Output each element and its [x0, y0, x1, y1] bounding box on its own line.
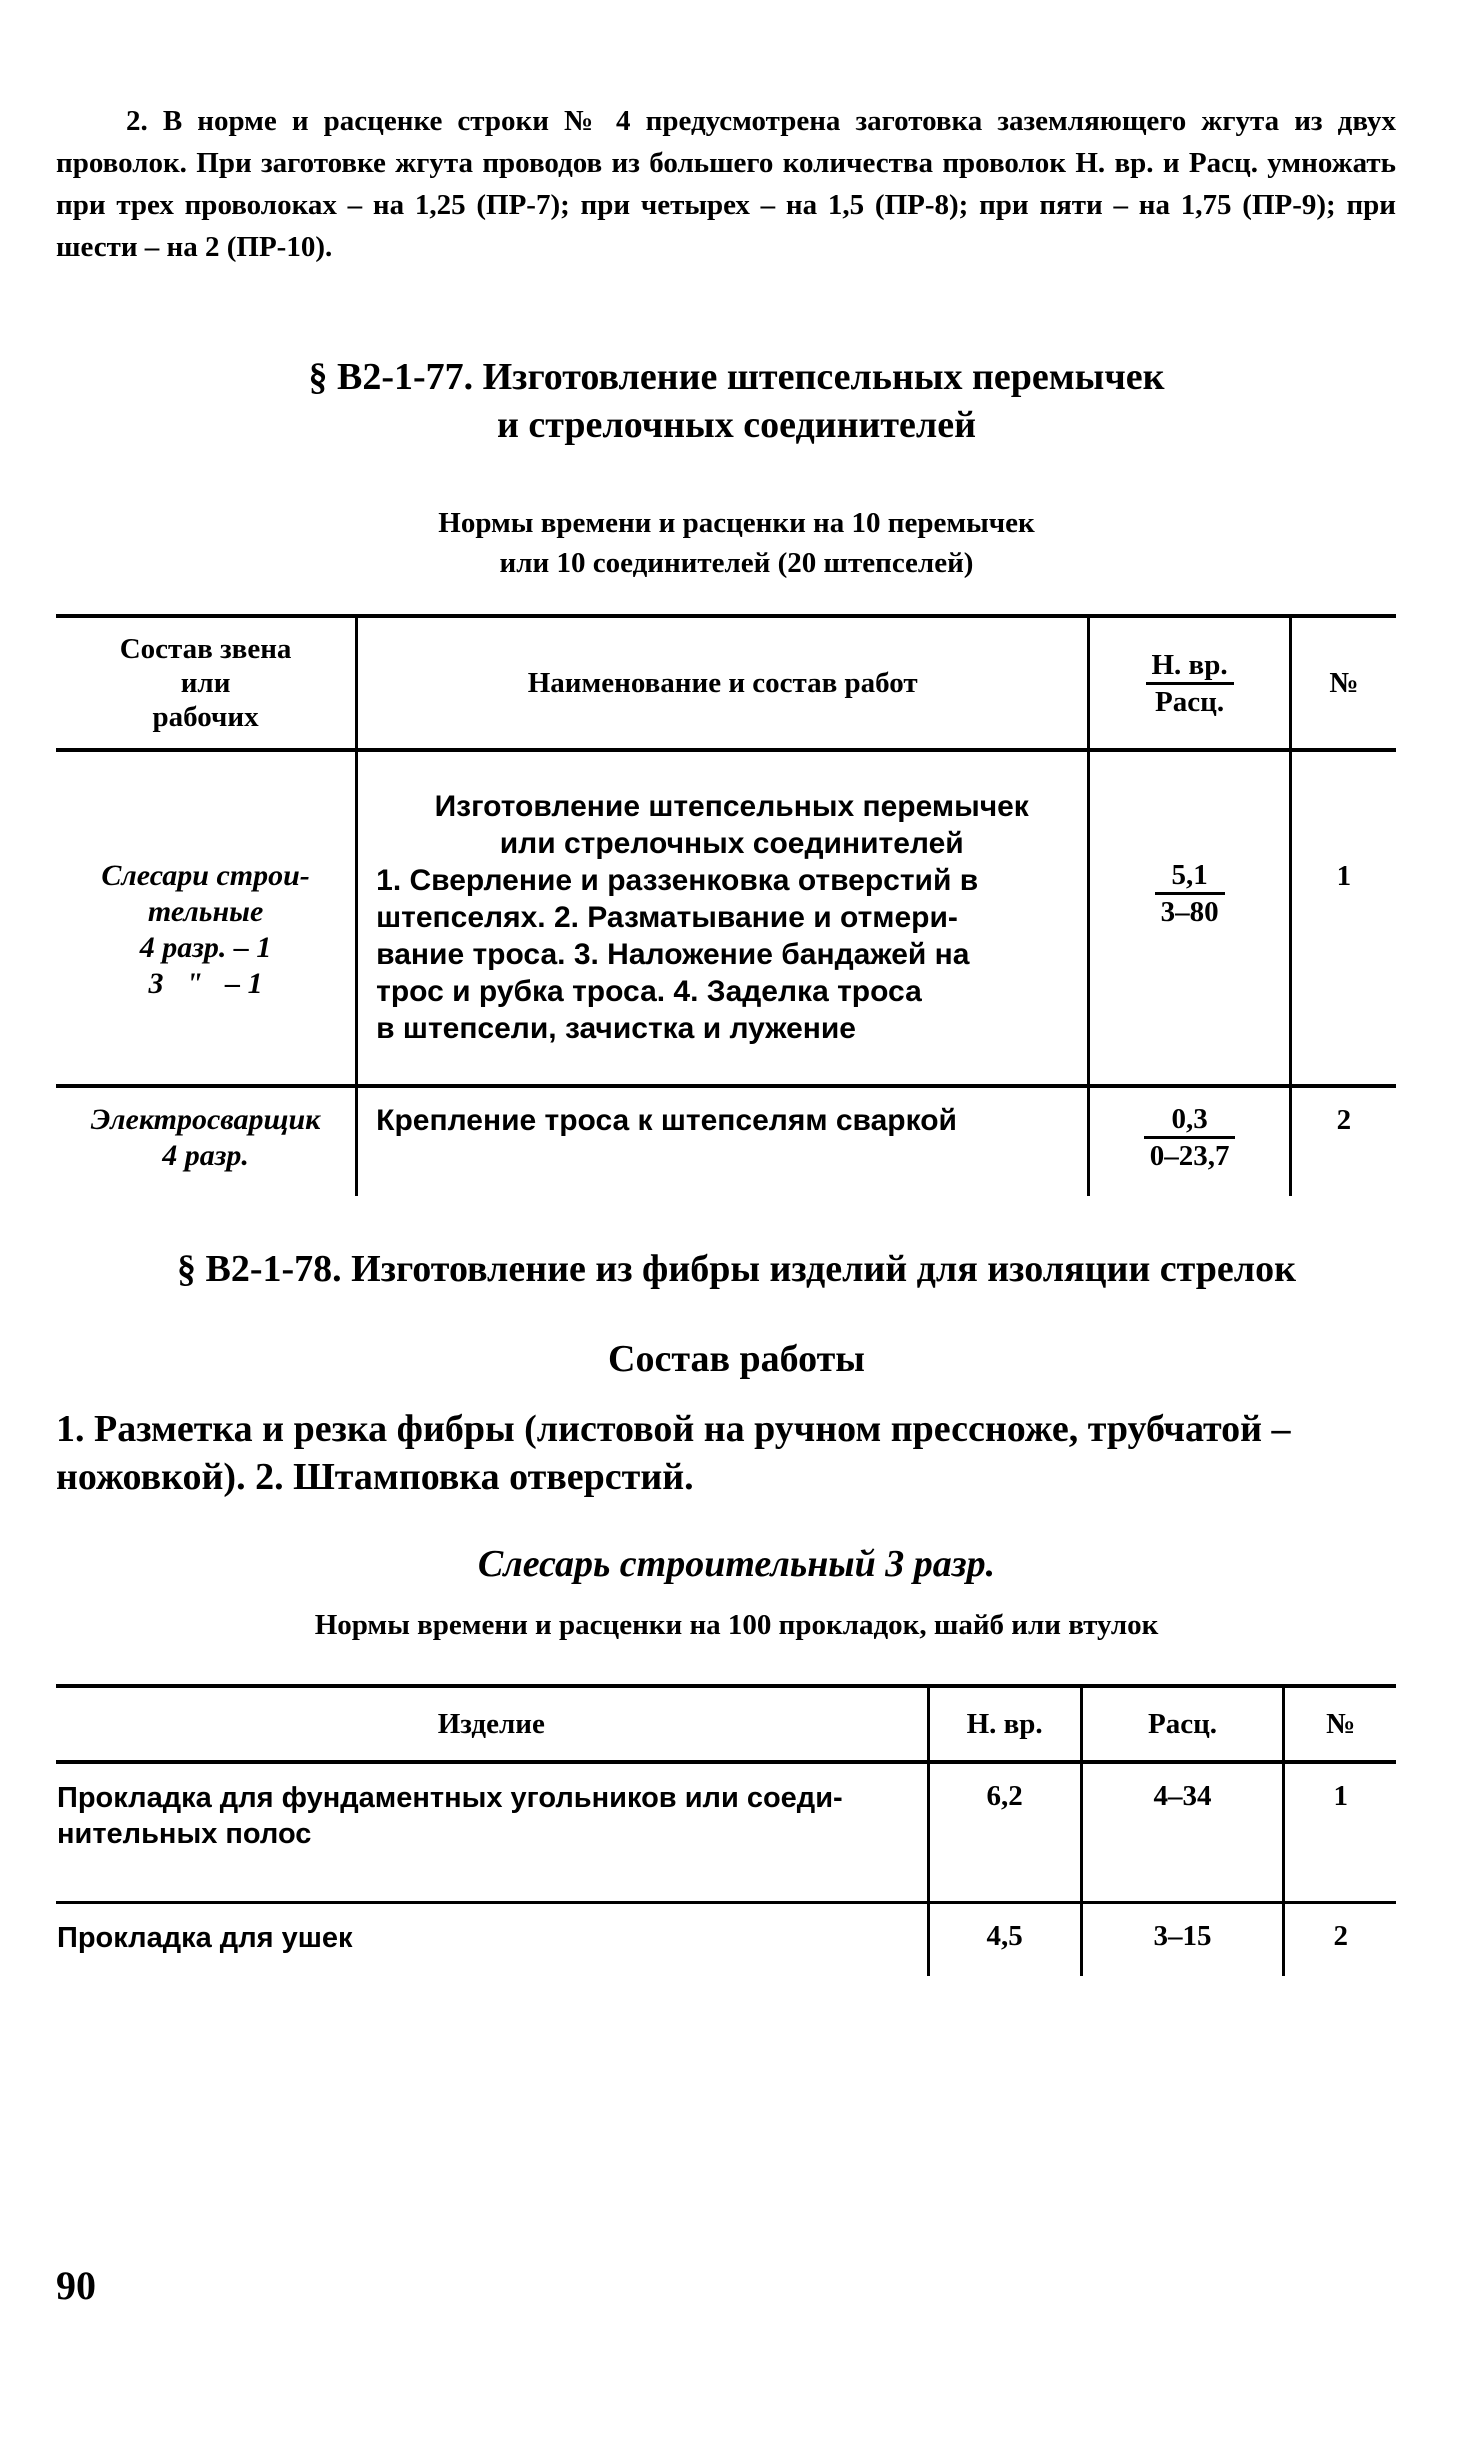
worker-grade: Слесарь строительный 3 разр.: [477, 1543, 996, 1585]
header-nvr: Н. вр.: [1146, 648, 1234, 685]
crew-line: 4 разр.: [162, 1139, 249, 1172]
work-cell: [357, 750, 1089, 1086]
header-crew-line1: Состав звена: [119, 633, 292, 665]
nvr-value: 4,5: [928, 1902, 1081, 1976]
item-cell: [56, 1762, 928, 1902]
crew-line: Электросварщик: [90, 1103, 321, 1136]
table-row: [56, 1902, 1396, 1976]
header-crew-line3: рабочих: [152, 701, 259, 733]
section-77-norms-line2: или 10 соединителей (20 штепселей): [499, 547, 974, 579]
work-line: 1. Сверление и раззенковка отверстий в: [376, 864, 979, 897]
section-77-title-line1: § В2-1-77. Изготовление штепсельных перемычек: [308, 356, 1165, 398]
header-work: Наименование и состав работ: [357, 616, 1089, 750]
item-line: Прокладка для фундаментных угольников или соеди-: [57, 1782, 843, 1814]
section-77-title-line2: и стрелочных соединителей: [497, 404, 976, 446]
work-line: штепселях. 2. Разматывание и отмери-: [376, 901, 958, 934]
item-cell: [56, 1902, 928, 1976]
table-row: [56, 1762, 1396, 1902]
crew-line: Слесари строи-: [101, 859, 310, 892]
header-item: Изделие: [437, 1707, 545, 1740]
table-header-row: [56, 1686, 1396, 1762]
work-composition-line2: ножовкой). 2. Штамповка отверстий.: [56, 1456, 694, 1498]
header-number: №: [1284, 1686, 1396, 1762]
work-title-line2: или стрелочных соединителей: [499, 827, 964, 860]
nvr-value: 5,1: [1155, 858, 1225, 895]
nvr-rasc-cell: [1089, 750, 1291, 1086]
row-number: 1: [1284, 1762, 1396, 1902]
work-composition-heading: Состав работы: [608, 1338, 865, 1380]
work-cell: [357, 1086, 1089, 1196]
work-title-line1: Изготовление штепсельных перемычек: [434, 790, 1029, 823]
section-78-title: § В2-1-78. Изготовление из фибры изделий для изоляции стрелок: [176, 1248, 1296, 1290]
row-number: 2: [1284, 1902, 1396, 1976]
work-line: трос и рубка троса. 4. Заделка троса: [376, 975, 922, 1008]
header-nvr-rasc: [1089, 616, 1291, 750]
item-line: Прокладка для ушек: [57, 1921, 353, 1954]
nvr-rasc-cell: [1089, 1086, 1291, 1196]
norms-table-77: [56, 614, 1396, 1196]
header-rasc: Расц.: [1081, 1686, 1284, 1762]
norm-fraction: [1144, 1102, 1236, 1173]
crew-line: тельные: [147, 895, 264, 928]
section-77-norms-line1: Нормы времени и расценки на 10 перемычек: [438, 507, 1035, 539]
table-header-row: [56, 616, 1396, 750]
rasc-value: 0–23,7: [1149, 1140, 1230, 1172]
table-row: [56, 1086, 1396, 1196]
work-composition-line1: 1. Разметка и резка фибры (листовой на ручном пресcноже, трубчатой –: [56, 1408, 1291, 1450]
nvr-value: 6,2: [928, 1762, 1081, 1902]
page-number: 90: [56, 2263, 96, 2308]
row-number: 2: [1290, 1086, 1396, 1196]
work-line: в штепсели, зачистка и лужение: [376, 1012, 856, 1045]
note-paragraph: 2. В норме и расценке строки № 4 предусмотрена заготовка заземляющего жгута из двух проволок. При заготовке жгута проводов из большего количества проволок Н. вр. и Расц. умножать при трех проволоках – на 1,25 (ПР-7); при четырех – на 1,5 (ПР-8); при пяти – на 1,75 (ПР-9); при шести – на 2 (ПР-10).: [56, 105, 1396, 263]
work-line: Крепление троса к штепселям сваркой: [376, 1104, 957, 1137]
header-crew: [56, 616, 357, 750]
rasc-value: 3–80: [1160, 896, 1219, 928]
rasc-value: 3–15: [1081, 1902, 1284, 1976]
item-line: нительных полос: [57, 1818, 312, 1850]
crew-line: 4 разр. – 1: [139, 931, 272, 964]
header-fraction: [1146, 648, 1234, 719]
header-crew-line2: или: [180, 667, 231, 699]
norms-table-78: [56, 1684, 1396, 1976]
norm-fraction: [1155, 858, 1225, 929]
rasc-value: 4–34: [1081, 1762, 1284, 1902]
row-number: 1: [1290, 750, 1396, 1086]
crew-cell: [56, 1086, 357, 1196]
section-78-norms: Нормы времени и расценки на 100 прокладок, шайб или втулок: [314, 1609, 1159, 1641]
table-row: [56, 750, 1396, 1086]
crew-line: 3 " – 1: [148, 967, 263, 1000]
work-line: вание троса. 3. Наложение бандажей на: [376, 938, 970, 971]
crew-cell: [56, 750, 357, 1086]
header-nvr: Н. вр.: [928, 1686, 1081, 1762]
header-number: №: [1290, 616, 1396, 750]
nvr-value: 0,3: [1144, 1102, 1236, 1139]
header-rasc: Расц.: [1155, 685, 1225, 718]
